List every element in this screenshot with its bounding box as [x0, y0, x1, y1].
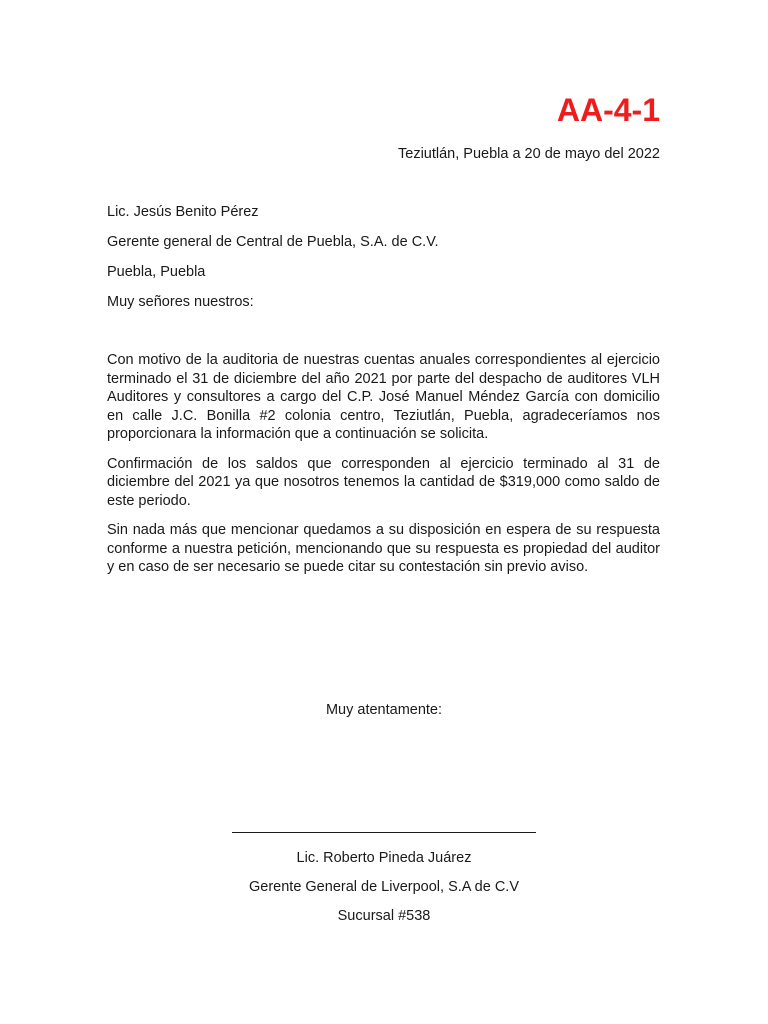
- signer-branch: Sucursal #538: [337, 908, 431, 924]
- addressee-name: Lic. Jesús Benito Pérez: [107, 204, 259, 220]
- signer-block: [0, 849, 768, 936]
- closing-phrase: Muy atentamente:: [325, 702, 443, 718]
- signature-line: [232, 832, 536, 833]
- signer-position: Gerente General de Liverpool, S.A de C.V: [248, 879, 520, 895]
- body-paragraph: Confirmación de los saldos que corresponden al ejercicio terminado al 31 de diciembre del 2021 ya que nosotros tenemos la cantidad de $319,000 como saldo de este periodo.: [107, 455, 660, 509]
- body-paragraph: Sin nada más que mencionar quedamos a su disposición en espera de su respuesta conforme a nuestra petición, mencionando que su respuesta es propiedad del auditor y en caso de ser necesario se puede citar su contestación sin previo aviso.: [107, 522, 660, 575]
- salutation: Muy señores nuestros:: [107, 294, 254, 310]
- reference-code: AA-4-1: [556, 92, 660, 128]
- signer-name: Lic. Roberto Pineda Juárez: [296, 850, 472, 866]
- letter-body: [107, 351, 660, 588]
- addressee-position: Gerente general de Central de Puebla, S.A. de C.V.: [107, 234, 439, 250]
- addressee-location: Puebla, Puebla: [107, 264, 206, 280]
- body-paragraph: Con motivo de la auditoria de nuestras cuentas anuales correspondientes al ejercicio terminado el 31 de diciembre del año 2021 por parte del despacho de auditores VLH Auditores y consultores a cargo del C.P. José Manuel Méndez García con domicilio en calle J.C. Bonilla #2 colonia centro, Teziutlán, Puebla, agradeceríamos nos proporcionara la información que a continuación se solicita.: [107, 352, 660, 442]
- addressee-block: [107, 203, 439, 323]
- date-location-line: Teziutlán, Puebla a 20 de mayo del 2022: [398, 146, 660, 162]
